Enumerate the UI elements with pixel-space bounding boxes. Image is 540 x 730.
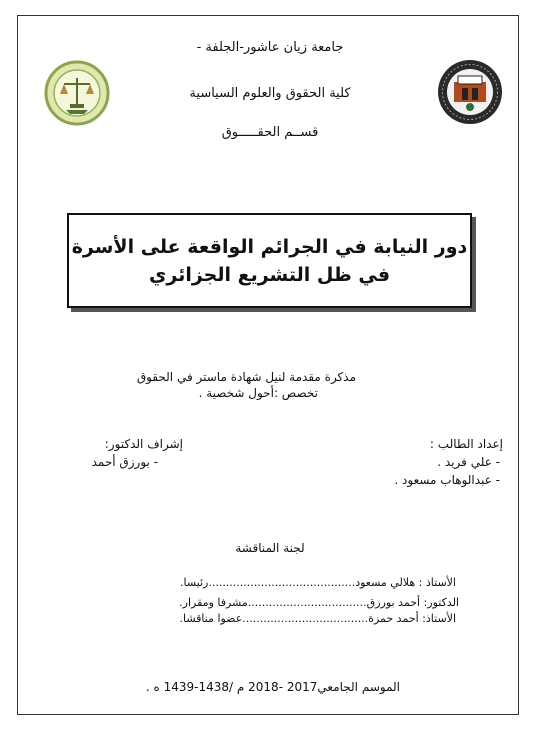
department-name: قســم الحقـــــوق bbox=[221, 125, 319, 140]
university-logo bbox=[436, 58, 504, 126]
students-label: إعداد الطالب : bbox=[429, 437, 503, 451]
committee-title: لجنة المناقشة bbox=[235, 541, 305, 555]
committee-member-row bbox=[179, 612, 456, 625]
member-title: الأستاذ : bbox=[418, 576, 456, 589]
member-title: الأستاذ: bbox=[422, 612, 456, 625]
supervisor-label: إشراف الدكتور: bbox=[104, 437, 183, 451]
student-name-2: - عبدالوهاب مسعود . bbox=[394, 473, 500, 487]
member-role: مشرفا ومقرار. bbox=[179, 596, 248, 609]
member-role: عضوا مناقشا. bbox=[179, 612, 243, 625]
member-dots: .......................................... bbox=[208, 576, 356, 589]
thesis-title-line-2: في ظل التشريع الجزائري bbox=[148, 263, 391, 286]
faculty-logo bbox=[44, 60, 110, 126]
member-name: أحمد بورزق bbox=[366, 596, 421, 609]
committee-member-row bbox=[179, 596, 459, 609]
member-name: هلالي مسعود bbox=[355, 576, 416, 589]
thesis-description: مذكرة مقدمة لنيل شهادة ماستر في الحقوق bbox=[136, 370, 356, 384]
university-name: جامعة زيان عاشور-الجلفة - bbox=[196, 40, 344, 55]
thesis-title-box bbox=[67, 213, 472, 308]
thesis-specialty: تخصص :أحول شخصية . bbox=[198, 386, 318, 400]
academic-year: الموسم الجامعي2017 -2018 م /1438-1439 ه . bbox=[145, 680, 400, 694]
member-role: رئيسا. bbox=[179, 576, 209, 589]
member-dots: .................................. bbox=[247, 596, 367, 609]
committee-member-row bbox=[180, 576, 456, 589]
supervisor-name: - بورزق أحمد bbox=[91, 455, 158, 469]
member-dots: .................................... bbox=[242, 612, 369, 625]
thesis-title-line-1: دور النيابة في الجرائم الواقعة على الأسرة bbox=[71, 235, 468, 258]
faculty-name: كلية الحقوق والعلوم السياسية bbox=[189, 86, 351, 101]
member-name: أحمد حمزة bbox=[368, 612, 419, 625]
student-name-1: - علي فريد . bbox=[437, 455, 500, 469]
member-title: الدكتور: bbox=[423, 596, 459, 609]
